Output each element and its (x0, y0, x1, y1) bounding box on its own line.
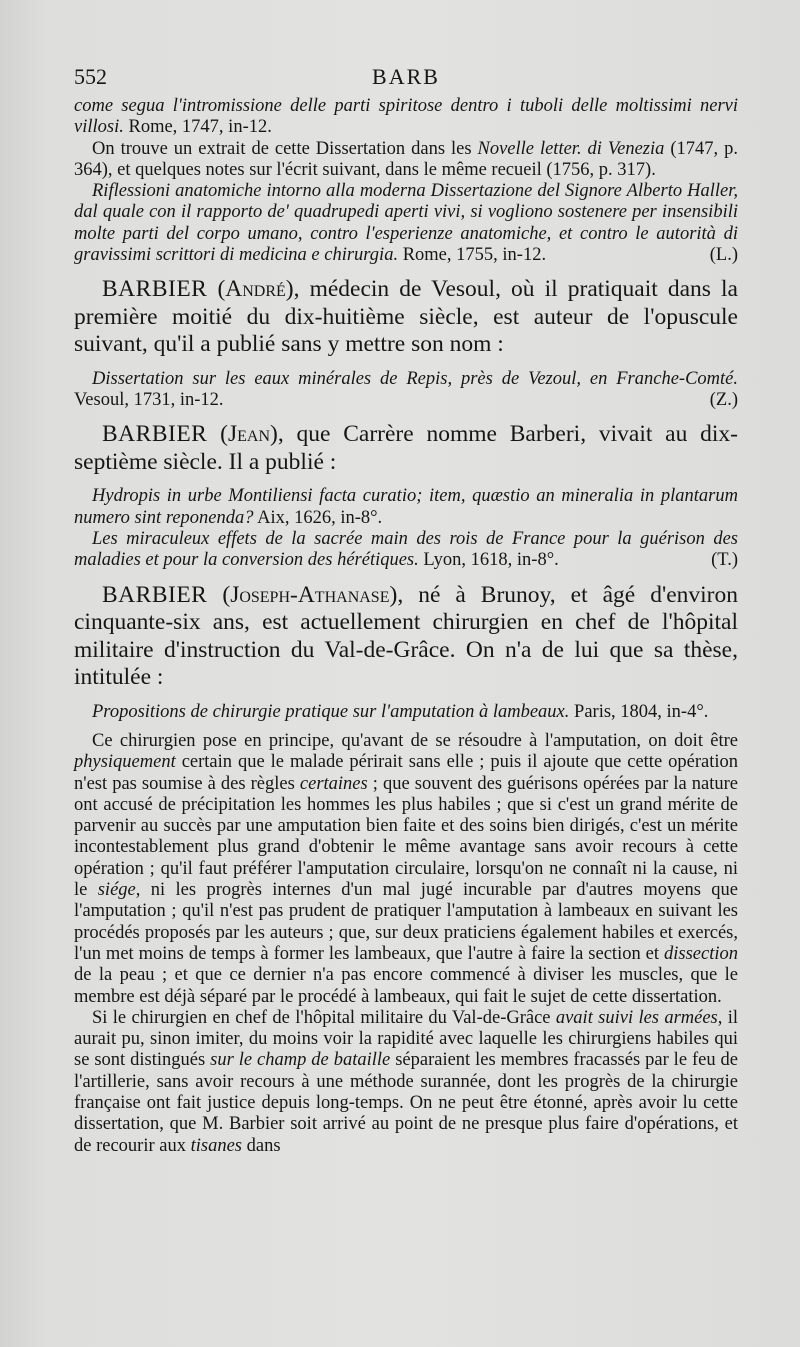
entry-barbier-andre: BARBIER (André), médecin de Vesoul, où il pratiquait dans la première moitié du dix-huitième siècle, est auteur de l'opuscule suivant, qu'il a publié sans y mettre son nom : (74, 276, 738, 358)
joseph-commentary-1 (74, 731, 738, 1008)
text: , ni les progrès internes d'un mal jugé incurable par d'autres moyens que l'amputation ; qu'il n'est pas prudent de pratiquer l'amputation à lambeaux en suivant les procédés proposés par les auteurs ; que, sur deux praticiens également habiles et exercés, l'un met moins de temps à former les lambeaux, que l'autre à faire la section et (74, 880, 738, 964)
jean-work-1 (74, 486, 738, 529)
emphasis: avait suivi les armées (555, 1007, 718, 1028)
entry-given-name: Jean (227, 421, 271, 448)
text: Si le chirurgien en chef de l'hôpital militaire du Val-de-Grâce (92, 1007, 556, 1028)
haller-work-pub: Rome, 1747, in-12. (123, 117, 272, 138)
andre-work (74, 369, 738, 412)
running-title: BARB (372, 64, 440, 89)
work-pub: Aix, 1626, in-8°. (253, 507, 383, 528)
haller-note-journal: Novelle letter. di Venezia (477, 138, 665, 159)
page-number: 552 (74, 64, 107, 89)
emphasis: dissection (664, 943, 738, 964)
haller-note-text-c: (1747, p. 364), et quelques notes sur l'écrit suivant, dans le même recueil (1756, p. 317). (74, 138, 738, 180)
emphasis: certaines (299, 773, 368, 794)
text: séparaient les membres fracassés par le feu de l'artillerie, sans avoir recours à une méthode surannée, dont les progrès de la chirurgie française ont fait justice depuis long-temps. On ne peut être étonné, après avoir lu cette dissertation, que M. Barbier soit arrivé au point de ne presque plus faire d'opérations, et de recourir aux (74, 1050, 739, 1156)
haller-extract-note (74, 139, 738, 182)
work-pub: Vesoul, 1731, in-12. (74, 390, 224, 411)
entry-given-name: Joseph-Athanase (230, 581, 390, 608)
author-signature: (Z.) (709, 390, 738, 411)
page-header (74, 62, 738, 96)
emphasis: sur le champ de bataille (210, 1050, 391, 1071)
work-title: Dissertation sur les eaux minérales de Repis, près de Vezoul, en Franche-Comté. (92, 368, 738, 389)
entry-name: BARBIER (102, 421, 208, 448)
work-title: Hydropis in urbe Montiliensi facta curatio; item, quæstio an mineralia in plantarum numero sint reponenda? (74, 486, 738, 528)
work-title: Les miraculeux effets de la sacrée main des rois de France pour la guérison des maladies et pour la conversion des hérétiques. (74, 529, 738, 571)
work-title: Propositions de chirurgie pratique sur l'amputation à lambeaux. (92, 701, 570, 722)
entry-text: , que Carrère nomme Barberi, vivait au dix-septième siècle. Il a publié : (74, 421, 738, 475)
riflessioni-pub: Rome, 1755, in-12. (398, 245, 547, 266)
text: , il aurait pu, sinon imiter, du moins voir la rapidité avec laquelle les chirurgiens habiles qui se sont distingués (74, 1007, 739, 1071)
text: ; que souvent des guérisons opérées par la nature ont accusé de précipitation les hommes les plus habiles ; que si c'est un grand mérite de parvenir au succès par une amputation bien faite et des soins bien dirigés, c'est un mérite incontestablement plus grand d'obtenir le même avantage sans avoir recours à cette opération ; qu'il faut préférer l'amputation circulaire, lorsqu'on ne connaît ni la cause, ni le (74, 773, 738, 901)
text: Ce chirurgien pose en principe, qu'avant de se résoudre à l'amputation, on doit être (92, 730, 738, 751)
author-signature: (T.) (711, 550, 738, 571)
riflessioni-title: Riflessioni anatomiche intorno alla moderna Dissertazione del Signore Alberto Haller, dal quale con il rapporto de' quadrupedi aperti vivi, si vogliono sostenere per insensibili molte parti del corpo umano, contro l'esperienze anatomiche, et contro le autorità di gravissimi scrittori di medicina e chirurgia. (74, 181, 738, 266)
entry-barbier-joseph-athanase: BARBIER (Joseph-Athanase), né à Brunoy, et âgé d'environ cinquante-six ans, est actuellement chirurgien en chef de l'hôpital militaire d'instruction du Val-de-Grâce. On n'a de lui que sa thèse, intitulée : (74, 581, 738, 691)
haller-work-continuation (74, 96, 738, 139)
haller-note-text-a: On trouve un extrait de cette Dissertation dans les (92, 138, 478, 159)
entry-name: BARBIER (102, 581, 208, 608)
work-pub: Paris, 1804, in-4°. (569, 701, 709, 722)
text: de la peau ; et que ce dernier n'a pas encore commencé à diviser les muscles, que le membre est déjà séparé par le procédé à lambeaux, qui fait le sujet de cette dissertation. (74, 965, 738, 1007)
entry-name: BARBIER (102, 276, 208, 303)
joseph-commentary-2 (74, 1008, 738, 1157)
entry-text: , médecin de Vesoul, où il pratiquait dans la première moitié du dix-huitième siècle, est auteur de l'opuscule suivant, qu'il a publié sans y mettre son nom : (74, 276, 738, 358)
text: dans (241, 1135, 281, 1156)
entry-text: , né à Brunoy, et âgé d'environ cinquante-six ans, est actuellement chirurgien en chef de l'hôpital militaire d'instruction du Val-de-Grâce. On n'a de lui que sa thèse, intitulée : (74, 581, 738, 691)
emphasis: physiquement (74, 752, 176, 773)
joseph-work (74, 702, 738, 723)
jean-work-2 (74, 529, 738, 572)
work-pub: Lyon, 1618, in-8°. (418, 550, 559, 571)
haller-riflessioni (74, 181, 738, 266)
text: certain que le malade périrait sans elle ; puis il ajoute que cette opération n'est pas soumise à des règles (74, 752, 738, 794)
entry-barbier-jean: BARBIER (Jean), que Carrère nomme Barberi, vivait au dix-septième siècle. Il a publié : (74, 421, 738, 475)
entry-given-name: André (225, 276, 286, 303)
emphasis: tisanes (190, 1135, 242, 1156)
haller-work-title-end: come segua l'intromissione delle parti spiritose dentro i tuboli delle moltissimi nervi villosi. (74, 96, 738, 138)
author-signature: (L.) (709, 245, 738, 266)
emphasis: siége (97, 880, 136, 901)
